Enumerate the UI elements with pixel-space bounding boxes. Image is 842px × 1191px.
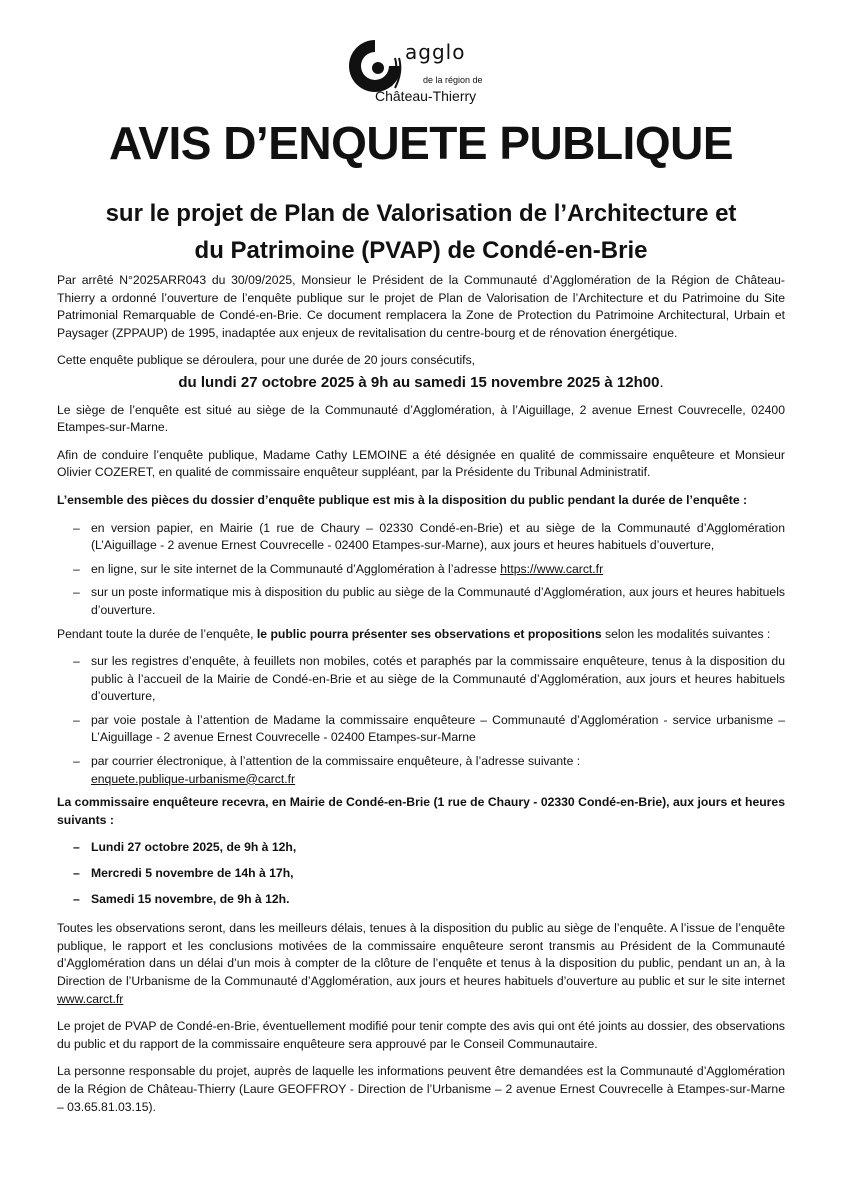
list-item-text: en ligne, sur le site internet de la Communauté d’Agglomération à l’adresse bbox=[91, 561, 501, 576]
observations-pre: Pendant toute la durée de l’enquête, bbox=[57, 626, 257, 641]
email-link[interactable]: enquete.publique-urbanisme@carct.fr bbox=[91, 771, 296, 786]
observations-post: selon les modalités suivantes : bbox=[601, 626, 771, 641]
page-subtitle bbox=[40, 195, 802, 269]
list-item: – Mercredi 5 novembre de 14h à 17h, bbox=[57, 865, 785, 883]
notice-body bbox=[57, 272, 785, 1126]
paragraph-commissioner: Afin de conduire l’enquête publique, Madame Cathy LEMOINE a été désignée en qualité de commissaire enquêteure et Monsieur Olivier COZERET, en qualité de commissaire enquêteur suppléant, par la Présidente du Tribunal Administratif. bbox=[57, 447, 785, 480]
list-item-text: par courrier électronique, à l’attention de la commissaire enquêteure, à l’adresse suivante : bbox=[91, 754, 581, 769]
inquiry-dates-text: du lundi 27 octobre 2025 à 9h au samedi 15 novembre 2025 à 12h00 bbox=[178, 373, 660, 391]
paragraph-permanences: La commissaire enquêteure recevra, en Mairie de Condé-en-Brie (1 rue de Chaury - 02330 Condé-en-Brie), aux jours et heures suivants : bbox=[57, 795, 785, 827]
list-item: – sur un poste informatique mis à disposition du public au siège de la Communauté d’Agglomération, aux jours et heures habituels d’ouverture. bbox=[57, 584, 785, 619]
paragraph-duration: Cette enquête publique se déroulera, pour une durée de 20 jours consécutifs, bbox=[57, 353, 476, 368]
observations-list bbox=[57, 653, 785, 788]
agglo-logo bbox=[345, 36, 505, 112]
website-link-2[interactable]: www.carct.fr bbox=[57, 991, 124, 1006]
list-item: – par voie postale à l’attention de Madame la commissaire enquêteure – Communauté d’Agglomération - service urbanisme – L’Aiguillage - 2 avenue Ernest Couvrecelle - 02400 Etampes-sur-Marne bbox=[57, 712, 785, 747]
list-item bbox=[57, 753, 785, 788]
inquiry-dates-end: . bbox=[659, 373, 664, 391]
logo-word: agglo bbox=[405, 40, 466, 64]
list-item: – sur les registres d’enquête, à feuillets non mobiles, cotés et paraphés par la commissaire enquêteure, tenus à la disposition du public à l’accueil de la Mairie de Condé-en-Brie et au siège de la Communauté d’Agglomération, aux jours et heures habituels d’ouverture, bbox=[57, 653, 785, 706]
subtitle-line-1: sur le projet de Plan de Valorisation de l’Architecture et bbox=[105, 200, 737, 227]
subtitle-line-2: du Patrimoine (PVAP) de Condé-en-Brie bbox=[194, 237, 648, 264]
list-item: – Lundi 27 octobre 2025, de 9h à 12h, bbox=[57, 839, 785, 857]
inquiry-dates bbox=[57, 374, 785, 392]
list-item bbox=[57, 561, 785, 579]
report-text: Toutes les observations seront, dans les meilleurs délais, tenues à la disposition du public au siège de l’enquête. A l’issue de l’enquête publique, le rapport et les conclusions motivées de la commissaire enquêteure seront transmis au Président de la Communauté d’Agglomération dans un délai d’un mois à compter de la clôture de l’enquête et tenus à la disposition du public, pendant un an, à la Direction de l’Urbanisme de la Communauté d’Agglomération, aux jours et heures habituels d’ouverture au public et sur le site internet bbox=[57, 921, 785, 988]
page-title: AVIS D’ENQUETE PUBLIQUE bbox=[108, 117, 734, 169]
paragraph-seat: Le siège de l’enquête est situé au siège de la Communauté d’Agglomération, à l’Aiguillage, 2 avenue Ernest Couvrecelle, 02400 Etampes-sur-Marne. bbox=[57, 402, 785, 435]
paragraph-observations bbox=[57, 626, 785, 644]
permanences-list bbox=[57, 839, 785, 908]
paragraph-report bbox=[57, 920, 785, 1008]
paragraph-approval: Le projet de PVAP de Condé-en-Brie, éventuellement modifié pour tenir compte des avis qui ont été joints au dossier, des observations du public et du rapport de la commissaire enquêteure sera approuvé par le Conseil Communautaire. bbox=[57, 1019, 785, 1051]
paragraph-responsible: La personne responsable du projet, auprès de laquelle les informations peuvent être demandées est la Communauté d’Agglomération de la Région de Château-Thierry (Laure GEOFFROY - Direction de l’Urbanisme – 2 avenue Ernest Couvrecelle à Etampes-sur-Marne – 03.65.81.03.15). bbox=[57, 1064, 785, 1114]
logo-subtitle: de la région de bbox=[423, 75, 483, 85]
documents-list bbox=[57, 520, 785, 620]
logo-city: Château-Thierry bbox=[375, 88, 477, 104]
list-item: – Samedi 15 novembre, de 9h à 12h. bbox=[57, 891, 785, 909]
observations-bold: le public pourra présenter ses observations et propositions bbox=[256, 626, 602, 641]
list-item: – en version papier, en Mairie (1 rue de Chaury – 02330 Condé-en-Brie) et au siège de la Communauté d’Agglomération (L’Aiguillage - 2 avenue Ernest Couvrecelle - 02400 Etampes-sur-Marne), aux jours et heures habituels d’ouverture, bbox=[57, 520, 785, 555]
paragraph-decree: Par arrêté N°2025ARR043 du 30/09/2025, Monsieur le Président de la Communauté d’Agglomération de la Région de Château-Thierry a ordonné l’ouverture de l’enquête publique sur le projet de Plan de Valorisation de l’Architecture et du Patrimoine du Site Patrimonial Remarquable de Condé-en-Brie. Ce document remplacera la Zone de Protection du Patrimoine Architectural, Urbain et Paysager (ZPPAUP) de 1995, inadaptée aux enjeux de revitalisation du centre-bourg et de rénovation énergétique. bbox=[57, 273, 785, 340]
website-link[interactable]: https://www.carct.fr bbox=[500, 561, 604, 576]
paragraph-documents: L’ensemble des pièces du dossier d’enquête publique est mis à la disposition du public pendant la durée de l’enquête : bbox=[57, 492, 748, 507]
agglo-logo-mark-icon bbox=[345, 36, 405, 96]
